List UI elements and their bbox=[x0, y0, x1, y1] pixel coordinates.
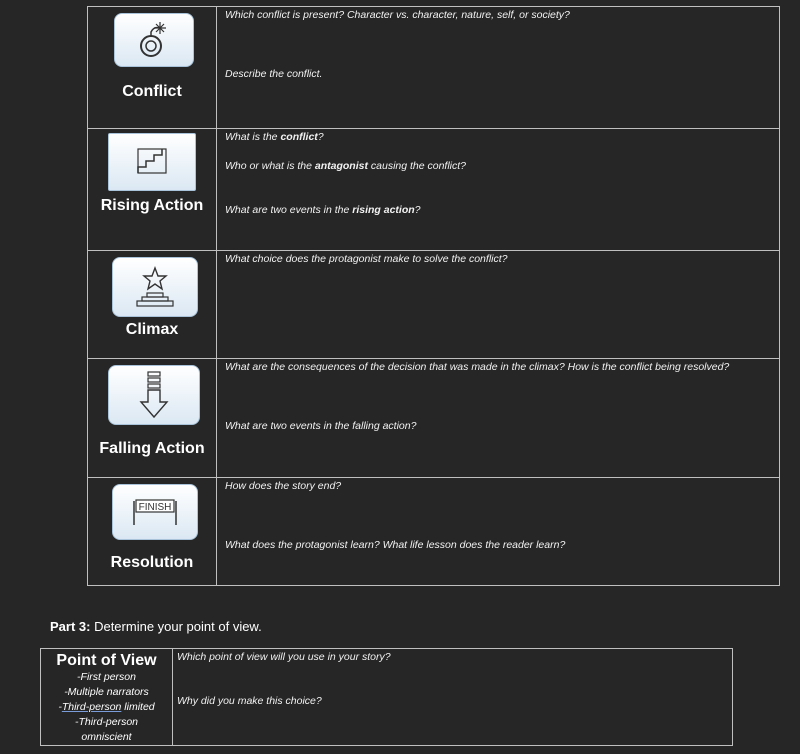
part3-heading: Part 3: Determine your point of view. bbox=[50, 619, 262, 634]
question-text: Which point of view will you use in your story? bbox=[177, 651, 391, 663]
question-text: What choice does the protagonist make to solve the conflict? bbox=[225, 253, 508, 265]
stage-label: Rising Action bbox=[100, 197, 204, 214]
table-row bbox=[88, 478, 780, 586]
down-arrow-icon bbox=[108, 365, 200, 425]
stage-cell-conflict bbox=[88, 7, 217, 129]
question-text: What are two events in the rising action? bbox=[225, 204, 421, 216]
table-row bbox=[88, 7, 780, 129]
question-text: What are two events in the falling action? bbox=[225, 420, 417, 432]
question-text: What does the protagonist learn? What life lesson does the reader learn? bbox=[225, 539, 566, 551]
questions-cell bbox=[217, 129, 780, 251]
pov-option: -Third-person bbox=[74, 716, 139, 728]
stage-label: Conflict bbox=[122, 83, 182, 100]
question-text: Describe the conflict. bbox=[225, 68, 323, 80]
pov-questions-cell bbox=[173, 649, 733, 746]
bomb-icon bbox=[114, 13, 194, 67]
question-text: What are the consequences of the decision that was made in the climax? How is the conflict being resolved? bbox=[225, 361, 730, 373]
plot-table bbox=[87, 6, 780, 586]
stage-cell-rising-action bbox=[88, 129, 217, 251]
table-row bbox=[88, 129, 780, 251]
pov-title: Point of View bbox=[56, 652, 157, 669]
finish-sign-text: FINISH bbox=[138, 502, 172, 513]
pov-table bbox=[40, 648, 733, 746]
stage-label: Climax bbox=[125, 321, 179, 338]
questions-cell bbox=[217, 478, 780, 586]
finish-line-icon bbox=[112, 484, 198, 540]
stage-cell-resolution bbox=[88, 478, 217, 586]
questions-cell bbox=[217, 251, 780, 359]
table-row bbox=[41, 649, 733, 746]
questions-cell bbox=[217, 359, 780, 478]
pov-option: omniscient bbox=[81, 731, 132, 743]
stage-label: Falling Action bbox=[99, 440, 205, 457]
question-text: Which conflict is present? Character vs. character, nature, self, or society? bbox=[225, 9, 570, 21]
stage-label: Resolution bbox=[110, 554, 194, 571]
stage-cell-climax bbox=[88, 251, 217, 359]
podium-star-icon bbox=[112, 257, 198, 317]
table-row bbox=[88, 251, 780, 359]
pov-option: -First person bbox=[77, 671, 136, 683]
questions-cell bbox=[217, 7, 780, 129]
question-text: Who or what is the antagonist causing the conflict? bbox=[225, 160, 467, 172]
table-row bbox=[88, 359, 780, 478]
question-text: What is the conflict? bbox=[225, 131, 324, 143]
question-text: Why did you make this choice? bbox=[177, 695, 322, 707]
pov-option: -Multiple narrators bbox=[64, 686, 149, 698]
pov-option: -Third-person limited bbox=[58, 701, 155, 713]
pov-options-cell bbox=[41, 649, 173, 746]
stage-cell-falling-action bbox=[88, 359, 217, 478]
question-text: How does the story end? bbox=[225, 480, 342, 492]
stairs-icon bbox=[108, 133, 196, 191]
